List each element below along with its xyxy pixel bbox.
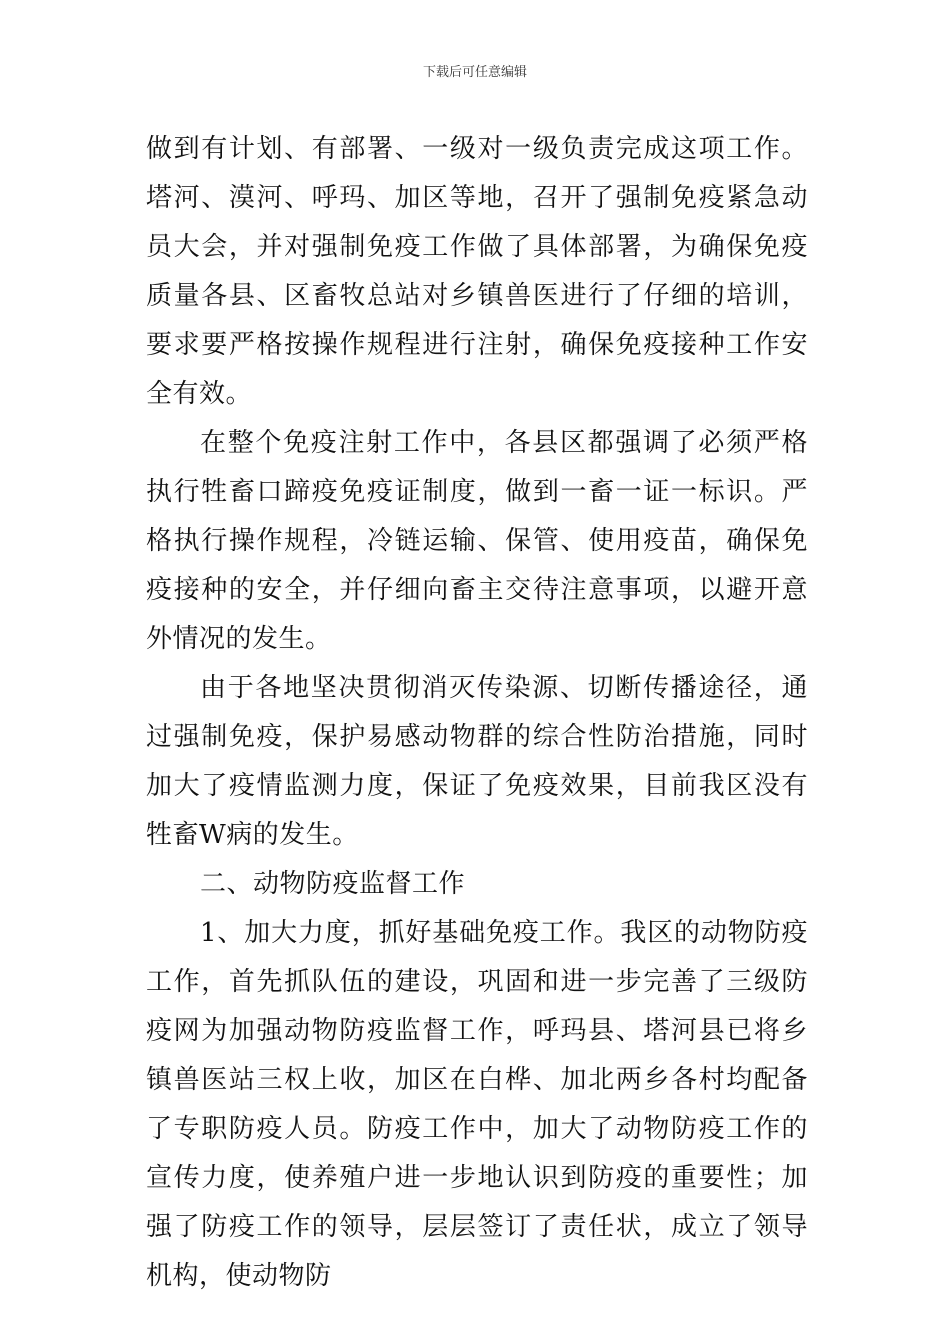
section-heading-supervision: 二、动物防疫监督工作 [200,869,466,899]
page-header: 下载后可任意编辑 [422,65,527,80]
paragraph-basic-immunization: 1、加大力度，抓好基础免疫工作。我区的动物防疫工作，首先抓队伍的建设，巩固和进一步完善了三级防疫网为加强动物防疫监督工作，呼玛县、塔河县已将乡镇兽医站三权上收，加区在白桦、加北两乡各村均配备了专职防疫人员。防疫工作中，加大了动物防疫工作的宣传力度，使养殖户进一步地认识到防疫的重要性；加强了防疫工作的领导，层层签订了责任状，成立了领导机构，使动物防 [146,918,808,1291]
paragraph-injection-procedure: 在整个免疫注射工作中，各县区都强调了必须严格执行牲畜口蹄疫免疫证制度，做到一畜一证一标识。严格执行操作规程，冷链运输、保管、使用疫苗，确保免疫接种的安全，并仔细向畜主交待注意事项，以避开意外情况的发生。 [146,428,808,654]
document-body [146,125,808,1301]
paragraph-prevention-results: 由于各地坚决贯彻消灭传染源、切断传播途径，通过强制免疫，保护易感动物群的综合性防治措施，同时加大了疫情监测力度，保证了免疫效果，目前我区没有牲畜W病的发生。 [146,673,808,850]
paragraph-immunization-deployment: 做到有计划、有部署、一级对一级负责完成这项工作。塔河、漠河、呼玛、加区等地，召开了强制免疫紧急动员大会，并对强制免疫工作做了具体部署，为确保免疫质量各县、区畜牧总站对乡镇兽医进行了仔细的培训，要求要严格按操作规程进行注射，确保免疫接种工作安全有效。 [146,134,808,409]
